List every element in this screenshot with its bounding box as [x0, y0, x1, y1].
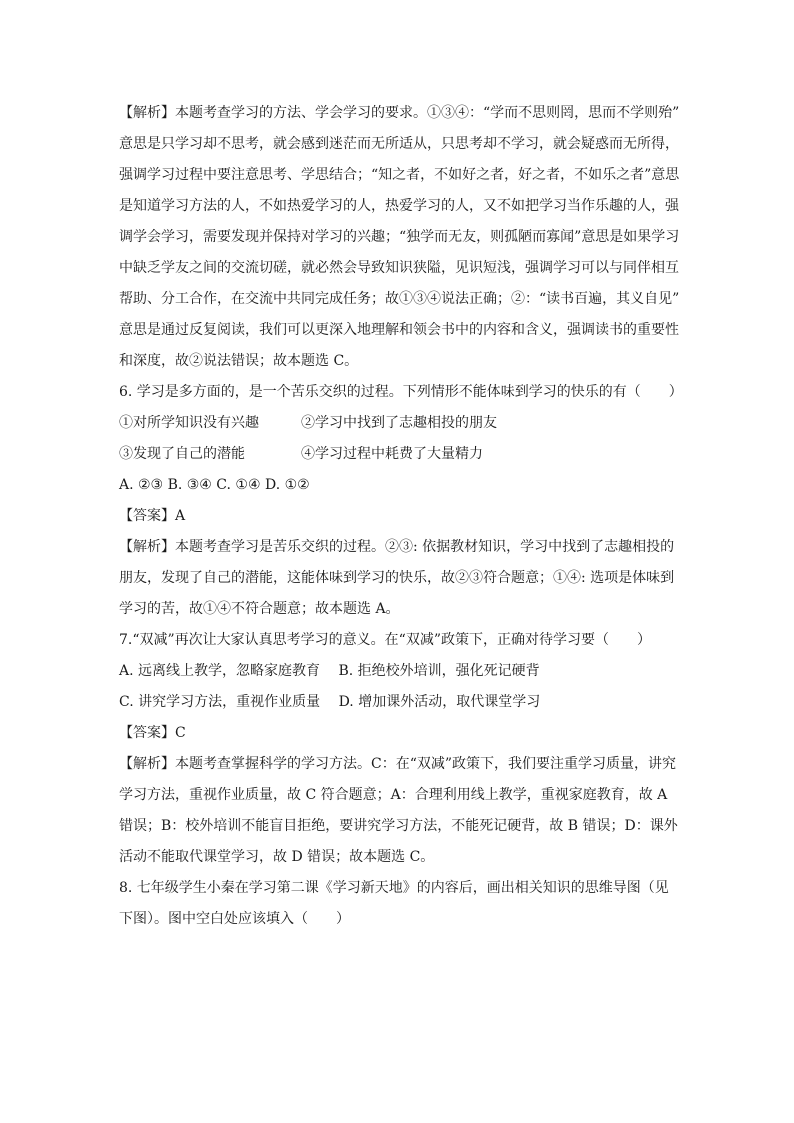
analysis-q5-line-8: 意思是通过反复阅读，我们可以更深入地理解和领会书中的内容和含义，强调读书的重要性 — [119, 322, 679, 338]
question-7-options-ab: A. 远离线上教学，忽略家庭教育 B. 拒绝校外培训，强化死记硬背 — [119, 663, 540, 679]
analysis-q5-line-3: 强调学习过程中要注意思考、学思结合；“知之者，不如好之者，好之者，不如乐之者”意思 — [119, 167, 680, 183]
analysis-q6-line-2: 朋友，发现了自己的潜能，这能体味到学习的快乐，故②③符合题意；①④: 选项是体味到 — [119, 570, 675, 586]
question-6-stem: 6. 学习是多方面的，是一个苦乐交织的过程。下列情形不能体味到学习的快乐的有（ ） — [119, 384, 683, 400]
question-6-answer: 【答案】A — [119, 508, 186, 524]
question-6-options: A. ②③ B. ③④ C. ①④ D. ①② — [119, 477, 310, 493]
analysis-q5-line-6: 中缺乏学友之间的交流切磋，就必然会导致知识狭隘，见识短浅，强调学习可以与同伴相互 — [119, 260, 679, 276]
question-7-options-cd: C. 讲究学习方法，重视作业质量 D. 增加课外活动，取代课堂学习 — [119, 694, 541, 710]
analysis-q5-line-9: 和深度，故②说法错误；故本题选 C。 — [119, 353, 359, 369]
analysis-q6-line-3: 学习的苦，故①④不符合题意；故本题选 A。 — [119, 601, 400, 617]
question-8-stem-line-2: 下图）。图中空白处应该填入（ ） — [119, 911, 350, 927]
question-7-answer: 【答案】C — [119, 725, 186, 741]
analysis-q7-line-2: 学习方法，重视作业质量，故 C 符合题意；A：合理利用线上教学，重视家庭教育，故 A — [119, 787, 668, 803]
analysis-q7-line-3: 错误；B：校外培训不能盲目拒绝，要讲究学习方法，不能死记硬背，故 B 错误；D：课外 — [119, 818, 678, 834]
analysis-q7-line-1: 【解析】本题考查掌握科学的学习方法。C：在“双减”政策下，我们要注重学习质量，讲究 — [119, 756, 677, 772]
analysis-q7-line-4: 活动不能取代课堂学习，故 D 错误；故本题选 C。 — [119, 849, 435, 865]
question-7-stem: 7.“双减”再次让大家认真思考学习的意义。在“双减”政策下，正确对待学习要（ ） — [119, 632, 651, 648]
analysis-q5-line-5: 调学会学习，需要发现并保持对学习的兴趣；“独学而无友，则孤陋而寡闻”意思是如果学习 — [119, 229, 680, 245]
analysis-q5-line-2: 意思是只学习却不思考，就会感到迷茫而无所适从，只思考却不学习，就会疑惑而无所得， — [119, 136, 679, 152]
analysis-q5-line-7: 帮助、分工合作，在交流中共同完成任务；故①③④说法正确；②：“读书百遍，其义自见” — [119, 291, 680, 307]
analysis-q6-line-1: 【解析】本题考查学习是苦乐交织的过程。②③: 依据教材知识，学习中找到了志趣相投的 — [119, 539, 675, 555]
analysis-q5-line-1: 【解析】本题考查学习的方法、学会学习的要求。①③④：“学而不思则罔，思而不学则殆” — [119, 105, 680, 121]
question-8-stem-line-1: 8. 七年级学生小秦在学习第二课《学习新天地》的内容后，画出相关知识的思维导图（见 — [119, 880, 669, 896]
question-6-items-1: ①对所学知识没有兴趣 ②学习中找到了志趣相投的朋友 — [119, 415, 497, 431]
question-6-items-2: ③发现了自己的潜能 ④学习过程中耗费了大量精力 — [119, 446, 483, 462]
analysis-q5-line-4: 是知道学习方法的人，不如热爱学习的人，热爱学习的人，又不如把学习当作乐趣的人，强 — [119, 198, 679, 214]
